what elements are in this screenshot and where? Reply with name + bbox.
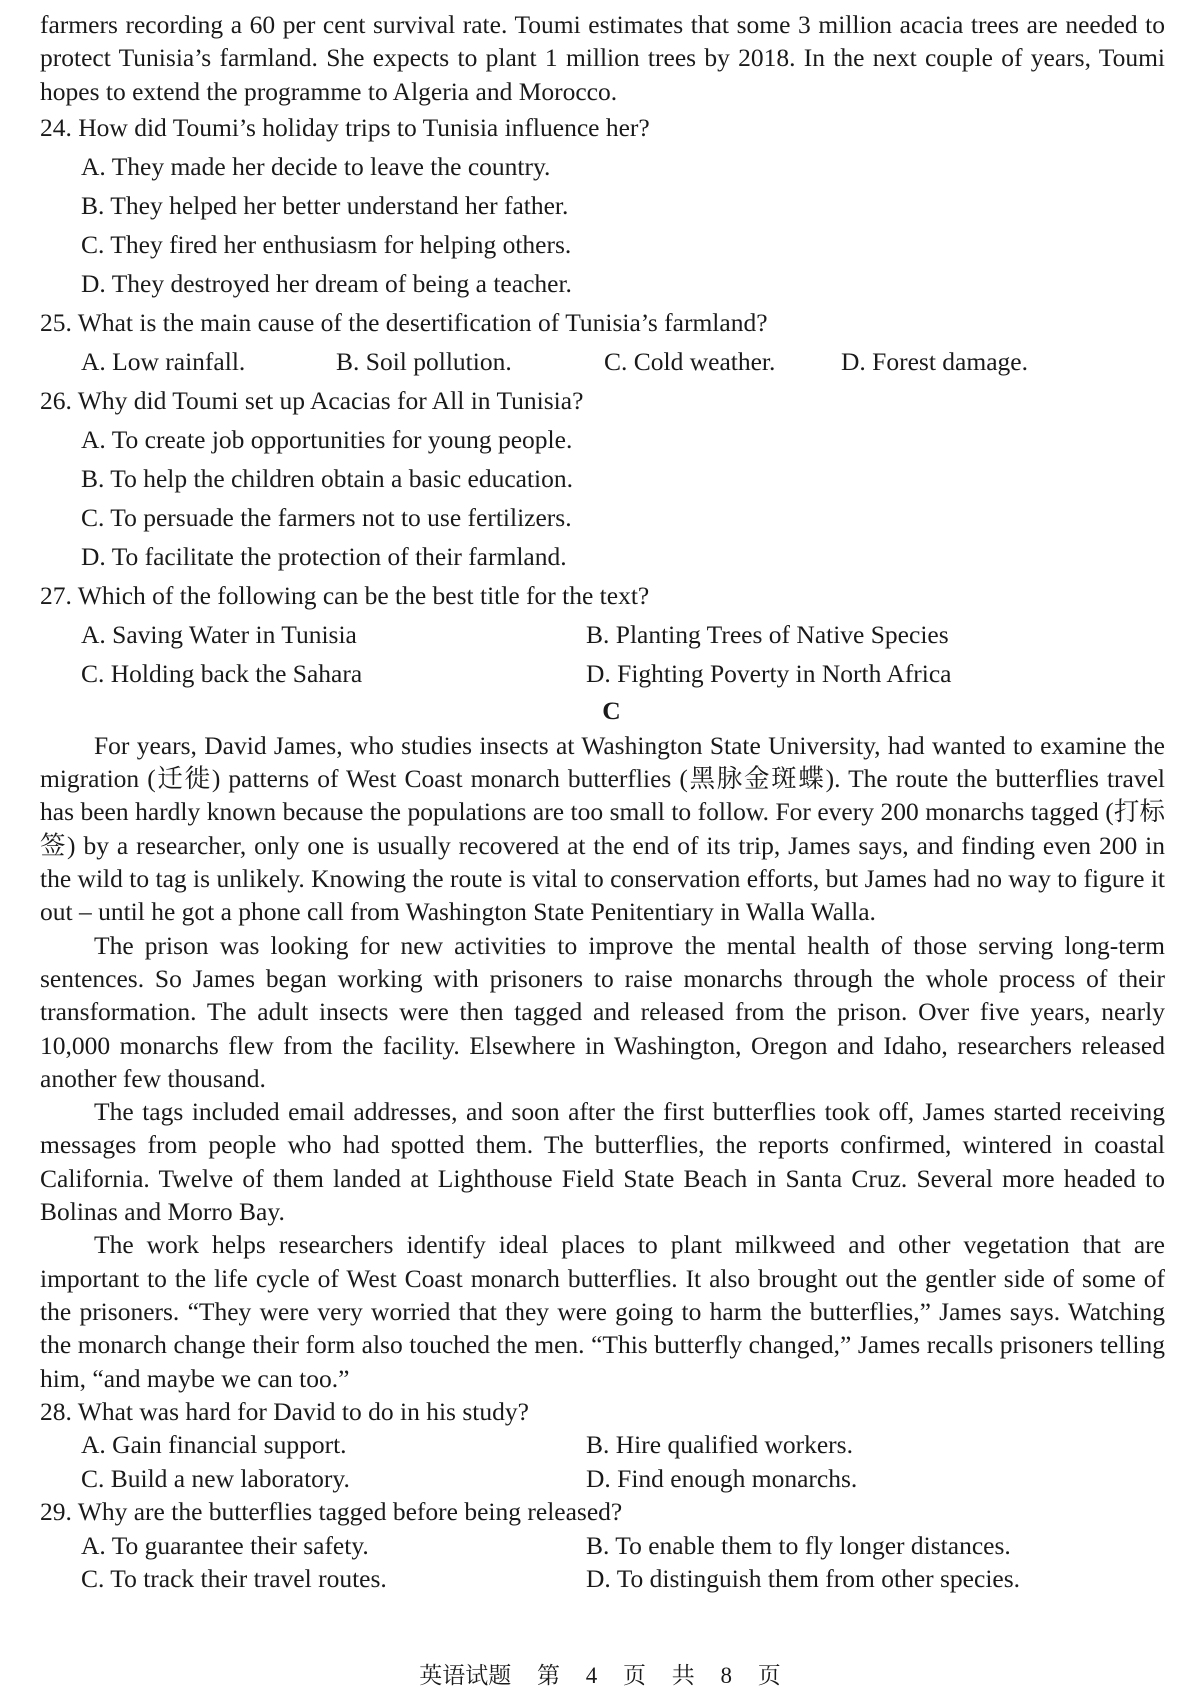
- footer-ye: 页: [623, 1663, 646, 1688]
- question-27: [40, 576, 1165, 693]
- option-c: C. Cold weather.: [604, 346, 776, 376]
- footer-di: 第: [537, 1663, 560, 1688]
- options-row: [81, 1462, 1165, 1496]
- option-d: D. To distinguish them from other species.: [586, 1564, 1021, 1594]
- question-stem: 24. How did Toumi’s holiday trips to Tunisia influence her?: [40, 112, 650, 142]
- options-row: [81, 654, 1165, 693]
- option-a: A. Low rainfall.: [81, 346, 246, 376]
- option-b: B. Planting Trees of Native Species: [586, 619, 949, 649]
- question-stem: 25. What is the main cause of the desertification of Tunisia’s farmland?: [40, 307, 768, 337]
- question-stem: 28. What was hard for David to do in his study?: [40, 1396, 529, 1426]
- question-26: [40, 381, 1165, 576]
- option-a: A. They made her decide to leave the country.: [81, 151, 551, 181]
- options-row: [81, 1428, 1165, 1462]
- option-c: C. Build a new laboratory.: [81, 1463, 350, 1493]
- question-25: [40, 303, 1165, 381]
- exam-page: [40, 8, 1165, 1596]
- section-heading: C: [602, 695, 621, 725]
- options-row: [81, 1529, 1165, 1563]
- option-d: D. Find enough monarchs.: [586, 1463, 858, 1493]
- options-row: [81, 1562, 1165, 1596]
- options-row: [81, 615, 1165, 654]
- option-d: D. To facilitate the protection of their farmland.: [81, 541, 567, 571]
- question-29: [40, 1495, 1165, 1596]
- page-footer: [0, 1661, 1200, 1691]
- question-stem: 29. Why are the butterflies tagged before being released?: [40, 1497, 623, 1527]
- passage-paragraph: For years, David James, who studies insects at Washington State University, had wanted to examine the migration (迁徙) patterns of West Coast monarch butterflies (黑脉金斑蝶). The route the butterflies travel has been hardly known because the populations are too small to follow. For every 200 monarchs tagged (打标签) by a researcher, only one is usually recovered at the end of its trip, James says, and finding even 200 in the wild to tag is unlikely. Knowing the route is vital to conservation efforts, but James had no way to figure it out – until he got a phone call from Washington State Penitentiary in Walla Walla.: [40, 730, 1165, 927]
- footer-ye: 页: [757, 1663, 781, 1688]
- option-a: A. To guarantee their safety.: [81, 1530, 369, 1560]
- option-b: B. To enable them to fly longer distances.: [586, 1530, 1011, 1560]
- question-28: [40, 1395, 1165, 1496]
- passage-paragraph: The tags included email addresses, and soon after the first butterflies took off, James started receiving messages from people who had spotted them. The butterflies, the reports confirmed, wintered in coastal California. Twelve of them landed at Lighthouse Field State Beach in Santa Cruz. Several more headed to Bolinas and Morro Bay.: [40, 1097, 1165, 1227]
- option-c: C. To track their travel routes.: [81, 1564, 387, 1594]
- question-24: [40, 108, 1165, 303]
- footer-total-pages: 8: [720, 1663, 732, 1688]
- option-c: C. Holding back the Sahara: [81, 658, 363, 688]
- option-b: B. They helped her better understand her father.: [81, 190, 569, 220]
- footer-page-number: 4: [585, 1663, 598, 1688]
- footer-subject: 英语试题: [419, 1663, 512, 1688]
- passage-paragraph: The prison was looking for new activities to improve the mental health of those serving long-term sentences. So James began working with prisoners to raise monarchs through the whole process of their transformation. The adult insects were then tagged and released from the prison. Over five years, nearly 10,000 monarchs flew from the facility. Elsewhere in Washington, Oregon and Idaho, researchers released another few thousand.: [40, 930, 1165, 1093]
- option-d: D. Fighting Poverty in North Africa: [586, 658, 952, 688]
- option-c: C. To persuade the farmers not to use fertilizers.: [81, 502, 572, 532]
- option-c: C. They fired her enthusiasm for helping others.: [81, 229, 572, 259]
- option-a: A. Gain financial support.: [81, 1430, 347, 1460]
- options-row: [81, 342, 1165, 381]
- passage-c: [40, 729, 1165, 1395]
- passage-paragraph: The work helps researchers identify ideal places to plant milkweed and other vegetation that are important to the life cycle of West Coast monarch butterflies. It also brought out the gentler side of some of the prisoners. “They were very worried that they were going to harm the butterflies,” James says. Watching the monarch change their form also touched the men. “This butterfly changed,” James recalls prisoners telling him, “and maybe we can too.”: [40, 1230, 1165, 1393]
- option-a: A. To create job opportunities for young people.: [81, 424, 573, 454]
- option-b: B. Soil pollution.: [336, 346, 512, 376]
- passage-b-ending: farmers recording a 60 per cent survival rate. Toumi estimates that some 3 million acacia trees are needed to protect Tunisia’s farmland. She expects to plant 1 million trees by 2018. In the next couple of years, Toumi hopes to extend the programme to Algeria and Morocco.: [40, 10, 1165, 106]
- option-d: D. Forest damage.: [841, 346, 1028, 376]
- footer-gong: 共: [671, 1663, 695, 1688]
- option-b: B. Hire qualified workers.: [586, 1430, 853, 1460]
- option-b: B. To help the children obtain a basic education.: [81, 463, 574, 493]
- question-stem: 27. Which of the following can be the best title for the text?: [40, 580, 650, 610]
- question-stem: 26. Why did Toumi set up Acacias for All in Tunisia?: [40, 385, 584, 415]
- option-d: D. They destroyed her dream of being a teacher.: [81, 268, 572, 298]
- option-a: A. Saving Water in Tunisia: [81, 619, 357, 649]
